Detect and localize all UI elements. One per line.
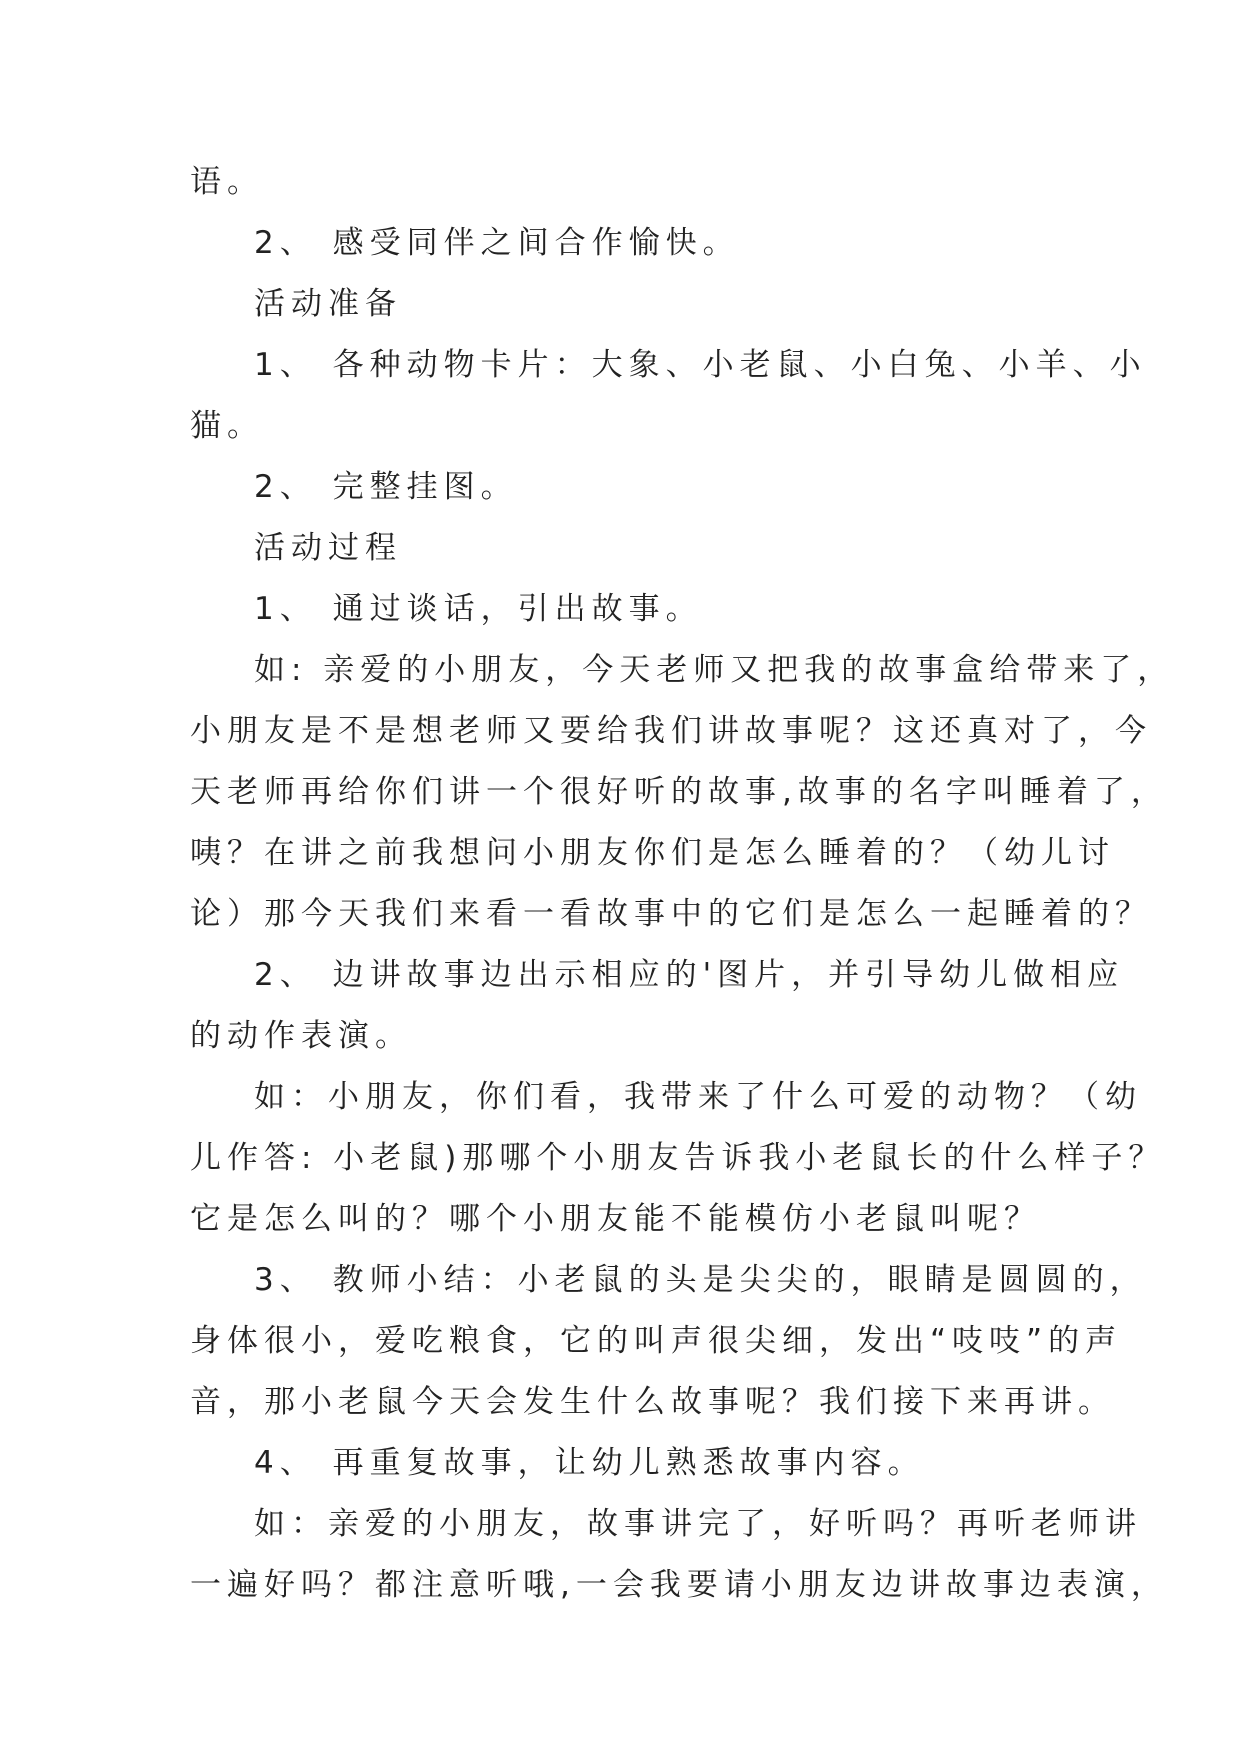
paragraph-line: 天老师再给你们讲一个很好听的故事,故事的名字叫睡着了， — [190, 774, 1168, 810]
paragraph-line: 1、 通过谈话，引出故事。 — [254, 591, 703, 627]
paragraph-line: 1、 各种动物卡片：大象、小老鼠、小白兔、小羊、小 — [254, 347, 1147, 383]
paragraph-line: 2、 感受同伴之间合作愉快。 — [254, 225, 740, 261]
paragraph-line: 身体很小，爱吃粮食，它的叫声很尖细，发出“吱吱”的声 — [190, 1323, 1123, 1359]
paragraph-line: 的动作表演。 — [190, 1018, 412, 1054]
paragraph-line: 2、 边讲故事边出示相应的'图片，并引导幼儿做相应 — [254, 957, 1125, 993]
document-body — [190, 152, 1175, 1616]
paragraph-line: 儿作答: 小老鼠)那哪个小朋友告诉我小老鼠长的什么样子？ — [190, 1140, 1166, 1176]
paragraph-line: 如: 亲爱的小朋友，今天老师又把我的故事盒给带来了， — [254, 652, 1175, 688]
paragraph-line: 4、 再重复故事，让幼儿熟悉故事内容。 — [254, 1445, 925, 1481]
paragraph-line: 音，那小老鼠今天会发生什么故事呢？我们接下来再讲。 — [190, 1384, 1115, 1420]
paragraph-line: 它是怎么叫的？哪个小朋友能不能模仿小老鼠叫呢？ — [190, 1201, 1041, 1237]
paragraph-line: 一遍好吗？都注意听哦,一会我要请小朋友边讲故事边表演， — [190, 1567, 1168, 1603]
paragraph-line: 论）那今天我们来看一看故事中的它们是怎么一起睡着的？ — [190, 896, 1152, 932]
section-heading: 活动过程 — [254, 530, 402, 566]
paragraph-line: 小朋友是不是想老师又要给我们讲故事呢？这还真对了，今 — [190, 713, 1152, 749]
paragraph-line: 语。 — [190, 164, 264, 200]
paragraph-line: 2、 完整挂图。 — [254, 469, 518, 505]
paragraph-line: 咦？在讲之前我想问小朋友你们是怎么睡着的？（幼儿讨 — [190, 835, 1115, 871]
paragraph-line: 猫。 — [190, 408, 264, 444]
paragraph-line: 3、 教师小结：小老鼠的头是尖尖的，眼睛是圆圆的， — [254, 1262, 1147, 1298]
paragraph-line: 如：小朋友，你们看，我带来了什么可爱的动物？（幼 — [254, 1079, 1142, 1115]
paragraph-line: 如：亲爱的小朋友，故事讲完了，好听吗？再听老师讲 — [254, 1506, 1142, 1542]
section-heading: 活动准备 — [254, 286, 402, 322]
